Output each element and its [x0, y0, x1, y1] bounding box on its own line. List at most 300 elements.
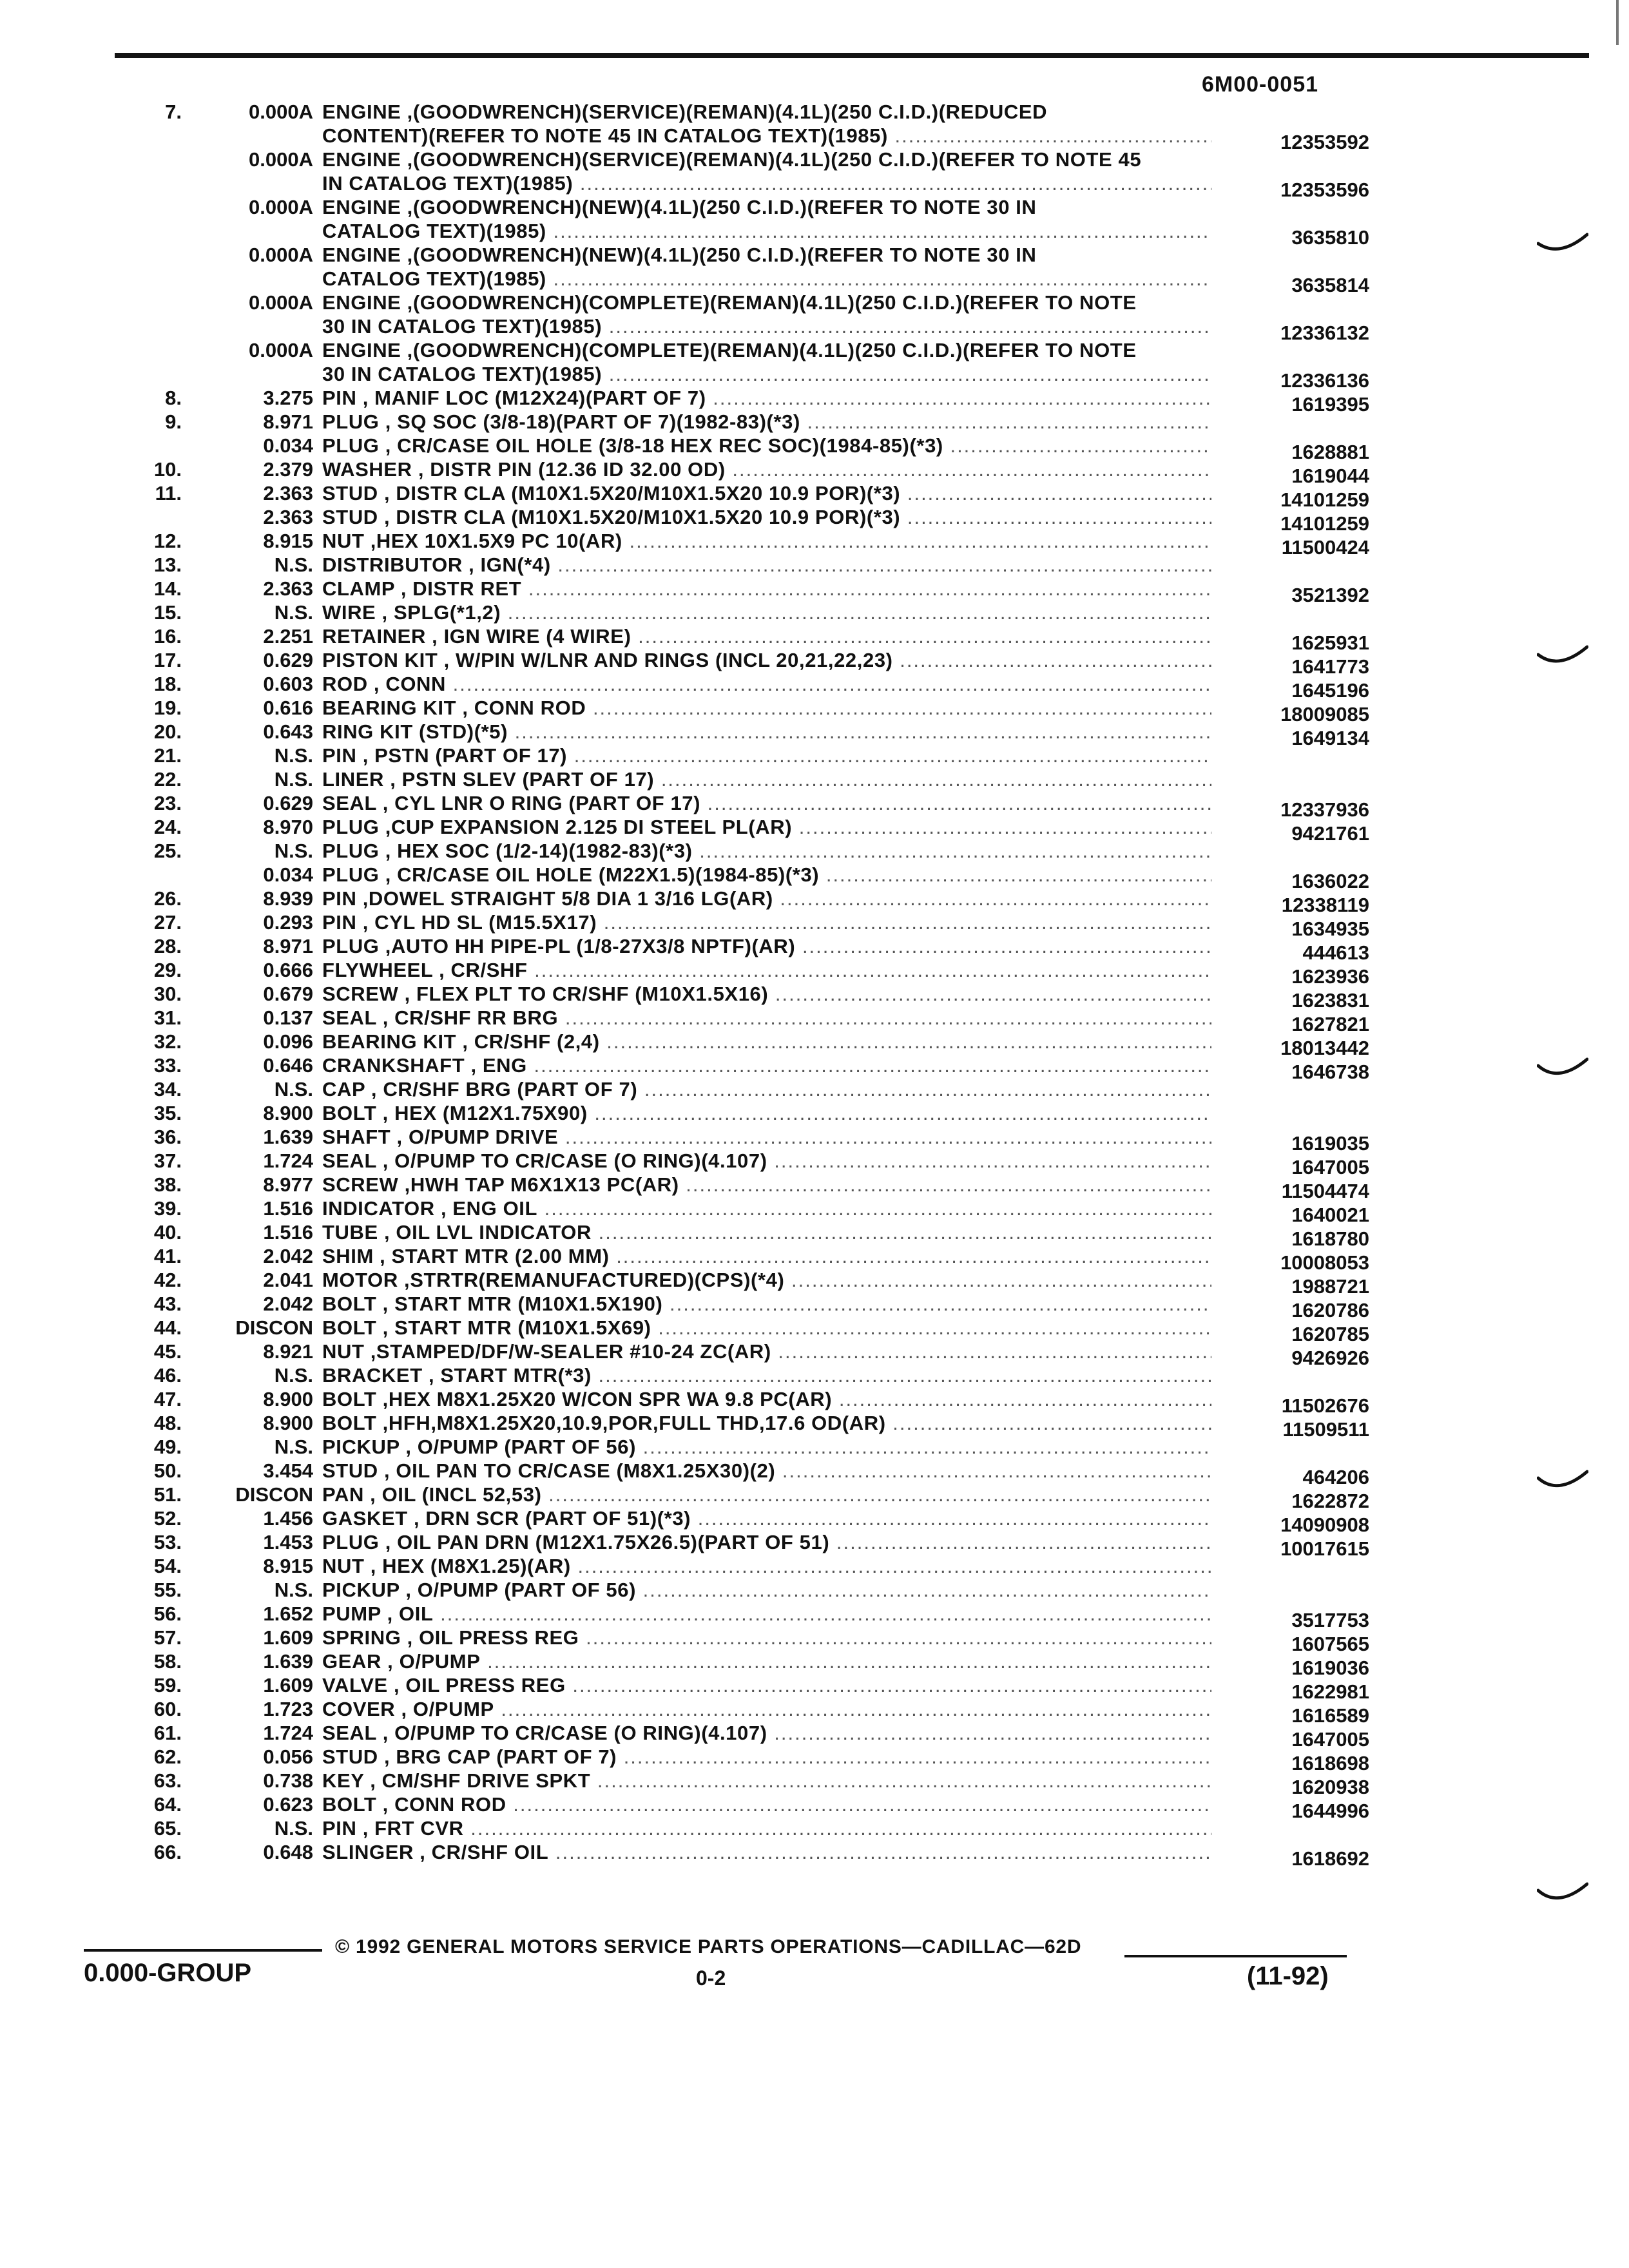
group-code: 0.000A — [249, 101, 313, 123]
part-description: ENGINE ,(GOODWRENCH)(SERVICE)(REMAN)(4.1L)(250 C.I.D.)(REDUCED — [322, 101, 1048, 123]
table-row — [0, 624, 1629, 654]
part-description: SLINGER , CR/SHF OIL ..... — [322, 1840, 1211, 1864]
group-code: DISCON — [235, 1483, 313, 1506]
part-number: 12353592 — [1280, 131, 1369, 153]
item-number: 36. — [153, 1126, 182, 1148]
part-number: 12337936 — [1280, 798, 1369, 821]
table-row — [0, 1340, 1629, 1369]
group-code: 2.042 — [263, 1245, 313, 1267]
part-description: NUT , HEX (M8X1.25)(AR) ..... — [322, 1554, 1211, 1578]
part-number: 1620938 — [1291, 1776, 1369, 1798]
group-code: 1.516 — [263, 1221, 313, 1244]
part-description: 30 IN CATALOG TEXT)(1985) ..... — [322, 362, 1211, 386]
group-code: 8.971 — [263, 410, 313, 433]
group-code: 0.034 — [263, 434, 313, 457]
table-row — [0, 1483, 1629, 1512]
group-code: 0.616 — [263, 697, 313, 719]
item-number: 7. — [165, 101, 182, 123]
table-row — [0, 767, 1629, 791]
group-code: 2.363 — [263, 482, 313, 505]
item-number: 54. — [153, 1555, 182, 1577]
group-code: 1.723 — [263, 1698, 313, 1720]
item-number: 64. — [153, 1793, 182, 1816]
edition-date: (11-92) — [1247, 1962, 1329, 1990]
part-number: 444613 — [1302, 941, 1369, 964]
item-number: 29. — [153, 959, 182, 981]
part-number: 1644996 — [1291, 1800, 1369, 1822]
table-row — [0, 1554, 1629, 1578]
group-code: 8.939 — [263, 887, 313, 910]
part-number: 1616589 — [1291, 1704, 1369, 1727]
item-number: 43. — [153, 1293, 182, 1315]
item-number: 31. — [153, 1006, 182, 1029]
table-row — [0, 1149, 1629, 1178]
item-number: 37. — [153, 1149, 182, 1172]
part-description: CATALOG TEXT)(1985) ..... — [322, 219, 1211, 243]
table-row — [0, 1506, 1629, 1536]
part-number: 1607565 — [1291, 1633, 1369, 1655]
part-description: PICKUP , O/PUMP (PART OF 56) ..... — [322, 1435, 1211, 1459]
part-number: 1620786 — [1291, 1299, 1369, 1321]
part-number: 1634935 — [1291, 918, 1369, 940]
part-number: 1622981 — [1291, 1680, 1369, 1703]
group-code: 0.034 — [263, 863, 313, 886]
group-code: 0.000A — [249, 148, 313, 171]
part-description: PICKUP , O/PUMP (PART OF 56) ..... — [322, 1578, 1211, 1602]
group-code: 0.056 — [263, 1745, 313, 1768]
table-row — [0, 982, 1629, 1012]
part-description: WASHER , DISTR PIN (12.36 ID 32.00 OD) ..... — [322, 457, 1211, 481]
item-number: 25. — [153, 840, 182, 862]
item-number: 46. — [153, 1364, 182, 1387]
part-description: CONTENT)(REFER TO NOTE 45 IN CATALOG TEXT)(1985) ..... — [322, 124, 1211, 148]
part-description: PLUG , SQ SOC (3/8-18)(PART OF 7)(1982-83)(*3) ..... — [322, 410, 1211, 434]
table-row — [0, 1530, 1629, 1560]
item-number: 61. — [153, 1722, 182, 1744]
part-number: 1645196 — [1291, 679, 1369, 702]
part-description: WIRE , SPLG(*1,2) ..... — [322, 601, 1211, 624]
group-code: 1.652 — [263, 1602, 313, 1625]
part-description: PLUG , CR/CASE OIL HOLE (3/8-18 HEX REC SOC)(1984-85)(*3) ..... — [322, 434, 1211, 457]
part-number: 1620785 — [1291, 1323, 1369, 1345]
table-row — [0, 601, 1629, 624]
page-edge-mark — [1616, 0, 1619, 45]
table-row — [0, 1363, 1629, 1387]
part-number: 12353596 — [1280, 178, 1369, 201]
table-row — [0, 1697, 1629, 1727]
group-code: 0.648 — [263, 1841, 313, 1863]
part-number: 12336132 — [1280, 322, 1369, 344]
table-row — [0, 1673, 1629, 1703]
group-code: 2.251 — [263, 625, 313, 648]
group-code: 1.456 — [263, 1507, 313, 1530]
item-number: 8. — [165, 387, 182, 409]
group-code: 1.609 — [263, 1674, 313, 1696]
item-number: 55. — [153, 1579, 182, 1601]
part-description: PIN ,DOWEL STRAIGHT 5/8 DIA 1 3/16 LG(AR) ..... — [322, 887, 1211, 910]
item-number: 10. — [153, 458, 182, 481]
part-description: PIN , FRT CVR ..... — [322, 1816, 1211, 1840]
table-row — [0, 910, 1629, 940]
table-row — [0, 171, 1629, 201]
table-row — [0, 839, 1629, 863]
part-description: PUMP , OIL ..... — [322, 1602, 1211, 1626]
group-code: 1.453 — [263, 1531, 313, 1553]
table-row — [0, 1602, 1629, 1631]
part-number: 9421761 — [1291, 822, 1369, 845]
part-number: 3517753 — [1291, 1609, 1369, 1631]
part-number: 3635810 — [1291, 226, 1369, 249]
document-code: 6M00-0051 — [1202, 72, 1319, 97]
part-number: 1625931 — [1291, 631, 1369, 654]
item-number: 52. — [153, 1507, 182, 1530]
table-row — [0, 386, 1629, 416]
part-description: PAN , OIL (INCL 52,53) ..... — [322, 1483, 1211, 1506]
footer-rule-left — [84, 1949, 322, 1952]
part-description: ENGINE ,(GOODWRENCH)(NEW)(4.1L)(250 C.I.D.)(REFER TO NOTE 30 IN — [322, 196, 1037, 218]
item-number: 50. — [153, 1459, 182, 1482]
part-description: BEARING KIT , CONN ROD ..... — [322, 696, 1211, 720]
item-number: 27. — [153, 911, 182, 934]
check-mark-icon — [1537, 232, 1588, 258]
table-row — [0, 958, 1629, 988]
part-number: 18013442 — [1280, 1037, 1369, 1059]
part-description: FLYWHEEL , CR/SHF ..... — [322, 958, 1211, 982]
part-number: 1647005 — [1291, 1728, 1369, 1751]
table-row — [0, 1125, 1629, 1155]
part-number: 1619395 — [1291, 393, 1369, 416]
item-number: 24. — [153, 816, 182, 838]
part-description: PLUG , CR/CASE OIL HOLE (M22X1.5)(1984-85)(*3) ..... — [322, 863, 1211, 887]
group-code: 8.977 — [263, 1173, 313, 1196]
group-code: 0.096 — [263, 1030, 313, 1053]
group-code: 0.603 — [263, 673, 313, 695]
item-number: 19. — [153, 697, 182, 719]
table-row — [0, 887, 1629, 916]
part-description: BOLT , START MTR (M10X1.5X69) ..... — [322, 1316, 1211, 1340]
group-code: 1.609 — [263, 1626, 313, 1649]
group-code: 0.629 — [263, 649, 313, 671]
check-mark-icon — [1537, 644, 1588, 670]
part-description: NUT ,STAMPED/DF/W-SEALER #10-24 ZC(AR) ..... — [322, 1340, 1211, 1363]
table-row — [0, 457, 1629, 487]
table-row — [0, 696, 1629, 726]
group-code: 0.629 — [263, 792, 313, 814]
item-number: 13. — [153, 553, 182, 576]
group-code: N.S. — [274, 553, 313, 576]
group-code: N.S. — [274, 768, 313, 791]
item-number: 34. — [153, 1078, 182, 1100]
group-code: 0.000A — [249, 339, 313, 361]
group-code: 0.293 — [263, 911, 313, 934]
part-description: STUD , DISTR CLA (M10X1.5X20/M10X1.5X20 10.9 POR)(*3) ..... — [322, 505, 1211, 529]
group-code: 8.900 — [263, 1412, 313, 1434]
item-number: 14. — [153, 577, 182, 600]
table-row — [0, 410, 1629, 434]
group-code: N.S. — [274, 1364, 313, 1387]
part-number: 14101259 — [1280, 488, 1369, 511]
part-description: PISTON KIT , W/PIN W/LNR AND RINGS (INCL 20,21,22,23) ..... — [322, 648, 1211, 672]
part-number: 1623936 — [1291, 965, 1369, 988]
group-code: 1.724 — [263, 1149, 313, 1172]
table-row — [0, 1745, 1629, 1774]
item-number: 26. — [153, 887, 182, 910]
part-number: 1623831 — [1291, 989, 1369, 1012]
group-code: N.S. — [274, 601, 313, 624]
part-description: SEAL , CR/SHF RR BRG ..... — [322, 1006, 1211, 1030]
table-row — [0, 934, 1629, 964]
part-description: PIN , CYL HD SL (M15.5X17) ..... — [322, 910, 1211, 934]
item-number: 21. — [153, 744, 182, 767]
item-number: 22. — [153, 768, 182, 791]
table-row — [0, 362, 1629, 392]
item-number: 17. — [153, 649, 182, 671]
table-row — [0, 1077, 1629, 1101]
part-description: PIN , MANIF LOC (M12X24)(PART OF 7) ..... — [322, 386, 1211, 410]
part-description: ENGINE ,(GOODWRENCH)(NEW)(4.1L)(250 C.I.D.)(REFER TO NOTE 30 IN — [322, 244, 1037, 266]
item-number: 39. — [153, 1197, 182, 1220]
table-row — [0, 1792, 1629, 1822]
table-row — [0, 505, 1629, 535]
part-description: DISTRIBUTOR , IGN(*4) ..... — [322, 553, 1211, 577]
part-number: 1619044 — [1291, 465, 1369, 487]
item-number: 12. — [153, 530, 182, 552]
part-description: GEAR , O/PUMP ..... — [322, 1649, 1211, 1673]
part-number: 1627821 — [1291, 1013, 1369, 1035]
table-row — [0, 529, 1629, 559]
part-number: 10008053 — [1280, 1251, 1369, 1274]
table-row — [0, 243, 1629, 267]
item-number: 51. — [153, 1483, 182, 1506]
group-code: 2.042 — [263, 1293, 313, 1315]
part-description: TUBE , OIL LVL INDICATOR ..... — [322, 1220, 1211, 1244]
item-number: 11. — [155, 482, 182, 505]
group-code: N.S. — [274, 1579, 313, 1601]
part-number: 10017615 — [1280, 1537, 1369, 1560]
part-description: ENGINE ,(GOODWRENCH)(COMPLETE)(REMAN)(4.1L)(250 C.I.D.)(REFER TO NOTE — [322, 291, 1137, 314]
table-row — [0, 815, 1629, 845]
part-description: CLAMP , DISTR RET ..... — [322, 577, 1211, 601]
item-number: 20. — [153, 720, 182, 743]
table-row — [0, 1578, 1629, 1602]
part-number: 1618780 — [1291, 1227, 1369, 1250]
part-description: CAP , CR/SHF BRG (PART OF 7) ..... — [322, 1077, 1211, 1101]
table-row — [0, 720, 1629, 749]
footer-rule-right — [1124, 1955, 1347, 1957]
table-row — [0, 219, 1629, 249]
item-number: 40. — [153, 1221, 182, 1244]
group-code: 0.679 — [263, 983, 313, 1005]
item-number: 66. — [153, 1841, 182, 1863]
table-row — [0, 1649, 1629, 1679]
table-row — [0, 1292, 1629, 1321]
part-description: VALVE , OIL PRESS REG ..... — [322, 1673, 1211, 1697]
part-description: MOTOR ,STRTR(REMANUFACTURED)(CPS)(*4) ..... — [322, 1268, 1211, 1292]
copyright-notice: © 1992 GENERAL MOTORS SERVICE PARTS OPERATIONS—CADILLAC—62D — [335, 1936, 1082, 1957]
part-description: CATALOG TEXT)(1985) ..... — [322, 267, 1211, 291]
group-code: DISCON — [235, 1316, 313, 1339]
table-row — [0, 1769, 1629, 1798]
table-row — [0, 1196, 1629, 1226]
group-code: 1.724 — [263, 1722, 313, 1744]
table-row — [0, 195, 1629, 219]
part-description: SEAL , CYL LNR O RING (PART OF 17) ..... — [322, 791, 1211, 815]
part-description: PLUG , OIL PAN DRN (M12X1.75X26.5)(PART OF 51) ..... — [322, 1530, 1211, 1554]
group-code: 0.643 — [263, 720, 313, 743]
part-number: 3635814 — [1291, 274, 1369, 296]
group-code: 0.000A — [249, 196, 313, 218]
item-number: 48. — [153, 1412, 182, 1434]
part-number: 14101259 — [1280, 512, 1369, 535]
table-row — [0, 291, 1629, 314]
group-code: 0.137 — [263, 1006, 313, 1029]
part-description: BOLT , START MTR (M10X1.5X190) ..... — [322, 1292, 1211, 1316]
table-row — [0, 314, 1629, 344]
group-code: 1.639 — [263, 1650, 313, 1673]
part-description: PIN , PSTN (PART OF 17) ..... — [322, 744, 1211, 767]
table-row — [0, 148, 1629, 171]
part-number: 11500424 — [1281, 536, 1369, 559]
part-description: ENGINE ,(GOODWRENCH)(SERVICE)(REMAN)(4.1L)(250 C.I.D.)(REFER TO NOTE 45 — [322, 148, 1142, 171]
part-description: NUT ,HEX 10X1.5X9 PC 10(AR) ..... — [322, 529, 1211, 553]
group-code: 8.971 — [263, 935, 313, 957]
part-description: SCREW , FLEX PLT TO CR/SHF (M10X1.5X16) ..... — [322, 982, 1211, 1006]
part-number: 9426926 — [1291, 1347, 1369, 1369]
group-code: 0.000A — [249, 291, 313, 314]
table-row — [0, 1006, 1629, 1035]
part-description: BEARING KIT , CR/SHF (2,4) ..... — [322, 1030, 1211, 1053]
part-description: STUD , DISTR CLA (M10X1.5X20/M10X1.5X20 10.9 POR)(*3) ..... — [322, 481, 1211, 505]
table-row — [0, 338, 1629, 362]
item-number: 62. — [153, 1745, 182, 1768]
item-number: 58. — [153, 1650, 182, 1673]
group-code: N.S. — [274, 1817, 313, 1840]
item-number: 45. — [153, 1340, 182, 1363]
table-row — [0, 1459, 1629, 1488]
item-number: 18. — [153, 673, 182, 695]
part-number: 1618698 — [1291, 1752, 1369, 1774]
part-description: SHAFT , O/PUMP DRIVE ..... — [322, 1125, 1211, 1149]
part-description: PLUG ,CUP EXPANSION 2.125 DI STEEL PL(AR) ..... — [322, 815, 1211, 839]
part-description: RING KIT (STD)(*5) ..... — [322, 720, 1211, 744]
part-description: BRACKET , START MTR(*3) ..... — [322, 1363, 1211, 1387]
part-number: 14090908 — [1280, 1514, 1369, 1536]
item-number: 28. — [153, 935, 182, 957]
item-number: 59. — [153, 1674, 182, 1696]
group-code: N.S. — [274, 840, 313, 862]
table-row — [0, 672, 1629, 702]
table-row — [0, 1435, 1629, 1459]
part-description: SCREW ,HWH TAP M6X1X13 PC(AR) ..... — [322, 1173, 1211, 1196]
part-number: 1628881 — [1291, 441, 1369, 463]
table-row — [0, 1816, 1629, 1840]
item-number: 63. — [153, 1769, 182, 1792]
table-row — [0, 648, 1629, 678]
table-row — [0, 1053, 1629, 1083]
table-row — [0, 124, 1629, 153]
part-description: BOLT , CONN ROD ..... — [322, 1792, 1211, 1816]
item-number: 42. — [153, 1269, 182, 1291]
part-number: 18009085 — [1280, 703, 1369, 726]
group-code: 8.900 — [263, 1102, 313, 1124]
part-number: 11502676 — [1281, 1394, 1369, 1417]
group-code: 2.379 — [263, 458, 313, 481]
item-number: 32. — [153, 1030, 182, 1053]
table-row — [0, 267, 1629, 296]
part-number: 11504474 — [1281, 1180, 1369, 1202]
item-number: 41. — [153, 1245, 182, 1267]
part-description: RETAINER , IGN WIRE (4 WIRE) ..... — [322, 624, 1211, 648]
table-row — [0, 1030, 1629, 1059]
part-number: 11509511 — [1282, 1418, 1369, 1441]
part-description: SEAL , O/PUMP TO CR/CASE (O RING)(4.107) ..... — [322, 1721, 1211, 1745]
check-mark-icon — [1537, 1881, 1588, 1907]
table-row — [0, 553, 1629, 577]
table-row — [0, 1316, 1629, 1345]
part-description: SPRING , OIL PRESS REG ..... — [322, 1626, 1211, 1649]
item-number: 56. — [153, 1602, 182, 1625]
part-description: PLUG , HEX SOC (1/2-14)(1982-83)(*3) ..... — [322, 839, 1211, 863]
group-code: N.S. — [274, 1078, 313, 1100]
table-row — [0, 1626, 1629, 1655]
table-row — [0, 481, 1629, 511]
item-number: 30. — [153, 983, 182, 1005]
part-description: BOLT , HEX (M12X1.75X90) ..... — [322, 1101, 1211, 1125]
table-row — [0, 1411, 1629, 1441]
table-row — [0, 577, 1629, 606]
check-mark-icon — [1537, 1469, 1588, 1495]
group-code: 0.623 — [263, 1793, 313, 1816]
page-number: 0-2 — [696, 1966, 726, 1990]
group-code: 0.666 — [263, 959, 313, 981]
part-description: ENGINE ,(GOODWRENCH)(COMPLETE)(REMAN)(4.1L)(250 C.I.D.)(REFER TO NOTE — [322, 339, 1137, 361]
table-row — [0, 100, 1629, 124]
item-number: 23. — [153, 792, 182, 814]
group-code: 8.900 — [263, 1388, 313, 1410]
item-number: 38. — [153, 1173, 182, 1196]
item-number: 57. — [153, 1626, 182, 1649]
table-row — [0, 1244, 1629, 1274]
table-row — [0, 791, 1629, 821]
table-row — [0, 1268, 1629, 1298]
item-number: 47. — [153, 1388, 182, 1410]
part-number: 1636022 — [1291, 870, 1369, 892]
item-number: 60. — [153, 1698, 182, 1720]
part-number: 1646738 — [1291, 1061, 1369, 1083]
part-number: 1640021 — [1291, 1204, 1369, 1226]
part-number: 1619036 — [1291, 1657, 1369, 1679]
group-code: 0.000A — [249, 244, 313, 266]
parts-list — [0, 100, 1629, 1870]
table-row — [0, 863, 1629, 892]
part-description: LINER , PSTN SLEV (PART OF 17) ..... — [322, 767, 1211, 791]
item-number: 35. — [153, 1102, 182, 1124]
part-number: 1641773 — [1291, 655, 1369, 678]
group-code: 0.646 — [263, 1054, 313, 1077]
group-code: N.S. — [274, 1436, 313, 1458]
part-description: STUD , BRG CAP (PART OF 7) ..... — [322, 1745, 1211, 1769]
part-description: COVER , O/PUMP ..... — [322, 1697, 1211, 1721]
table-row — [0, 1721, 1629, 1751]
item-number: 15. — [153, 601, 182, 624]
group-code: 1.639 — [263, 1126, 313, 1148]
part-description: CRANKSHAFT , ENG ..... — [322, 1053, 1211, 1077]
group-label: 0.000-GROUP — [84, 1959, 252, 1987]
part-description: SHIM , START MTR (2.00 MM) ..... — [322, 1244, 1211, 1268]
table-row — [0, 1840, 1629, 1870]
part-description: PLUG ,AUTO HH PIPE-PL (1/8-27X3/8 NPTF)(AR) ..... — [322, 934, 1211, 958]
item-number: 44. — [153, 1316, 182, 1339]
